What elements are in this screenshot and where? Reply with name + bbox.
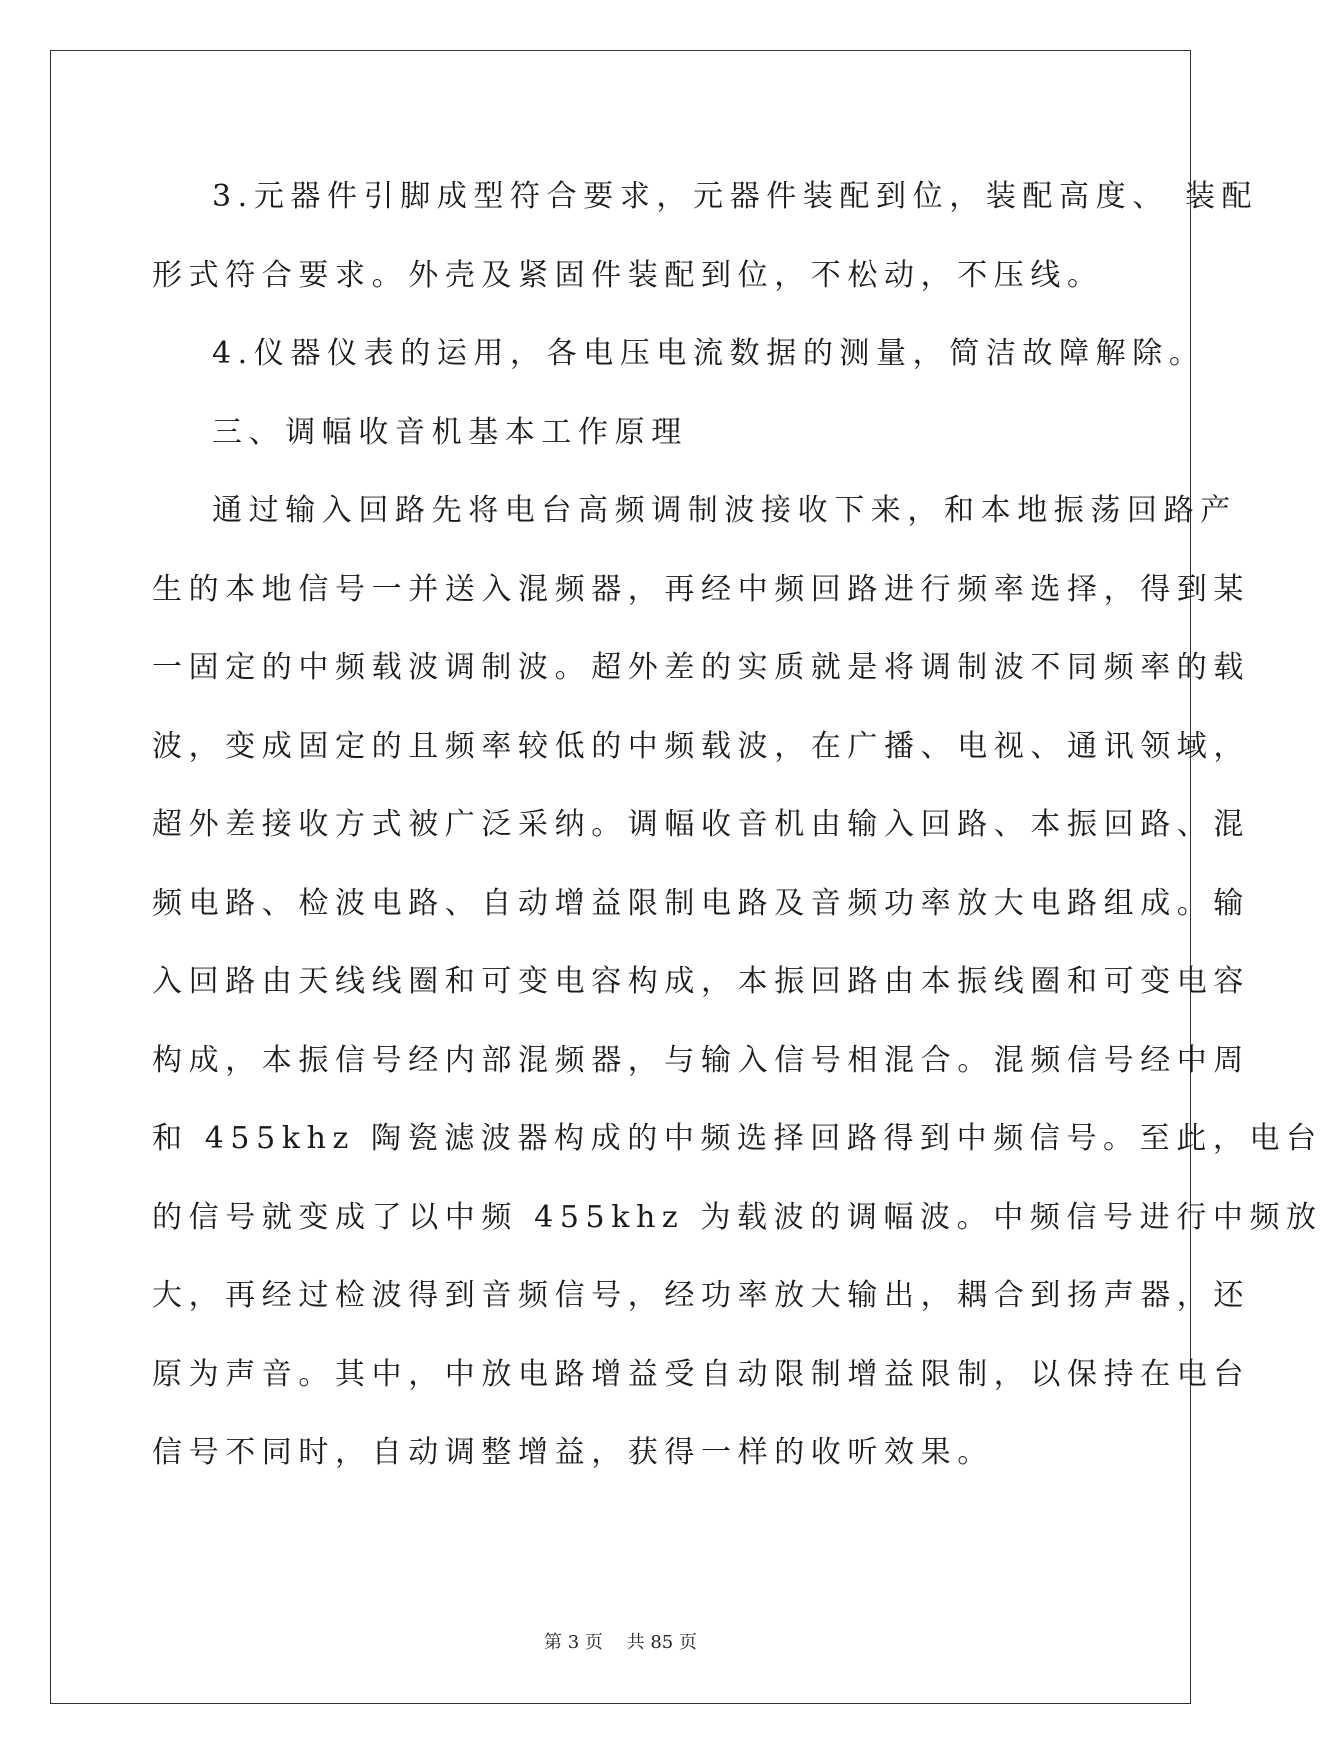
paragraph-line: 大，再经过检波得到音频信号，经功率放大输出，耦合到扬声器，还 bbox=[152, 1278, 1250, 1313]
paragraph-line: 波，变成固定的且频率较低的中频载波，在广播、电视、通讯领域， bbox=[152, 728, 1250, 764]
paragraph-line: 构成，本振信号经内部混频器，与输入信号相混合。混频信号经中周 bbox=[152, 1042, 1250, 1078]
paragraph-line: 4.仪器仪表的运用，各电压电流数据的测量，简洁故障解除。 bbox=[212, 336, 1206, 371]
paragraph-line: 超外差接收方式被广泛采纳。调幅收音机由输入回路、本振回路、混 bbox=[152, 807, 1250, 842]
page-number-footer: 第 3 页 共 85 页 bbox=[544, 1632, 697, 1653]
paragraph-line: 通过输入回路先将电台高频调制波接收下来，和本地振荡回路产 bbox=[212, 493, 1237, 528]
paragraph-line: 原为声音。其中，中放电路增益受自动限制增益限制，以保持在电台 bbox=[152, 1356, 1250, 1392]
paragraph-line: 一固定的中频载波调制波。超外差的实质就是将调制波不同频率的载 bbox=[152, 650, 1250, 685]
paragraph-line: 信号不同时，自动调整增益，获得一样的收听效果。 bbox=[152, 1435, 994, 1470]
paragraph-line: 3.元器件引脚成型符合要求，元器件装配到位，装配高度、 装配 bbox=[212, 179, 1259, 214]
document-body bbox=[152, 158, 1323, 1493]
paragraph-line: 形式符合要求。外壳及紧固件装配到位，不松动，不压线。 bbox=[152, 257, 1104, 293]
section-heading: 三、调幅收音机基本工作原理 bbox=[212, 414, 688, 450]
paragraph-line: 频电路、检波电路、自动增益限制电路及音频功率放大电路组成。输 bbox=[152, 885, 1250, 921]
paragraph-line: 的信号就变成了以中频 455khz 为载波的调幅波。中频信号进行中频放 bbox=[152, 1199, 1323, 1235]
paragraph-line: 入回路由天线线圈和可变电容构成，本振回路由本振线圈和可变电容 bbox=[152, 964, 1250, 999]
paragraph-line: 和 455khz 陶瓷滤波器构成的中频选择回路得到中频信号。至此，电台 bbox=[152, 1121, 1323, 1156]
paragraph-line: 生的本地信号一并送入混频器，再经中频回路进行频率选择，得到某 bbox=[152, 571, 1250, 607]
